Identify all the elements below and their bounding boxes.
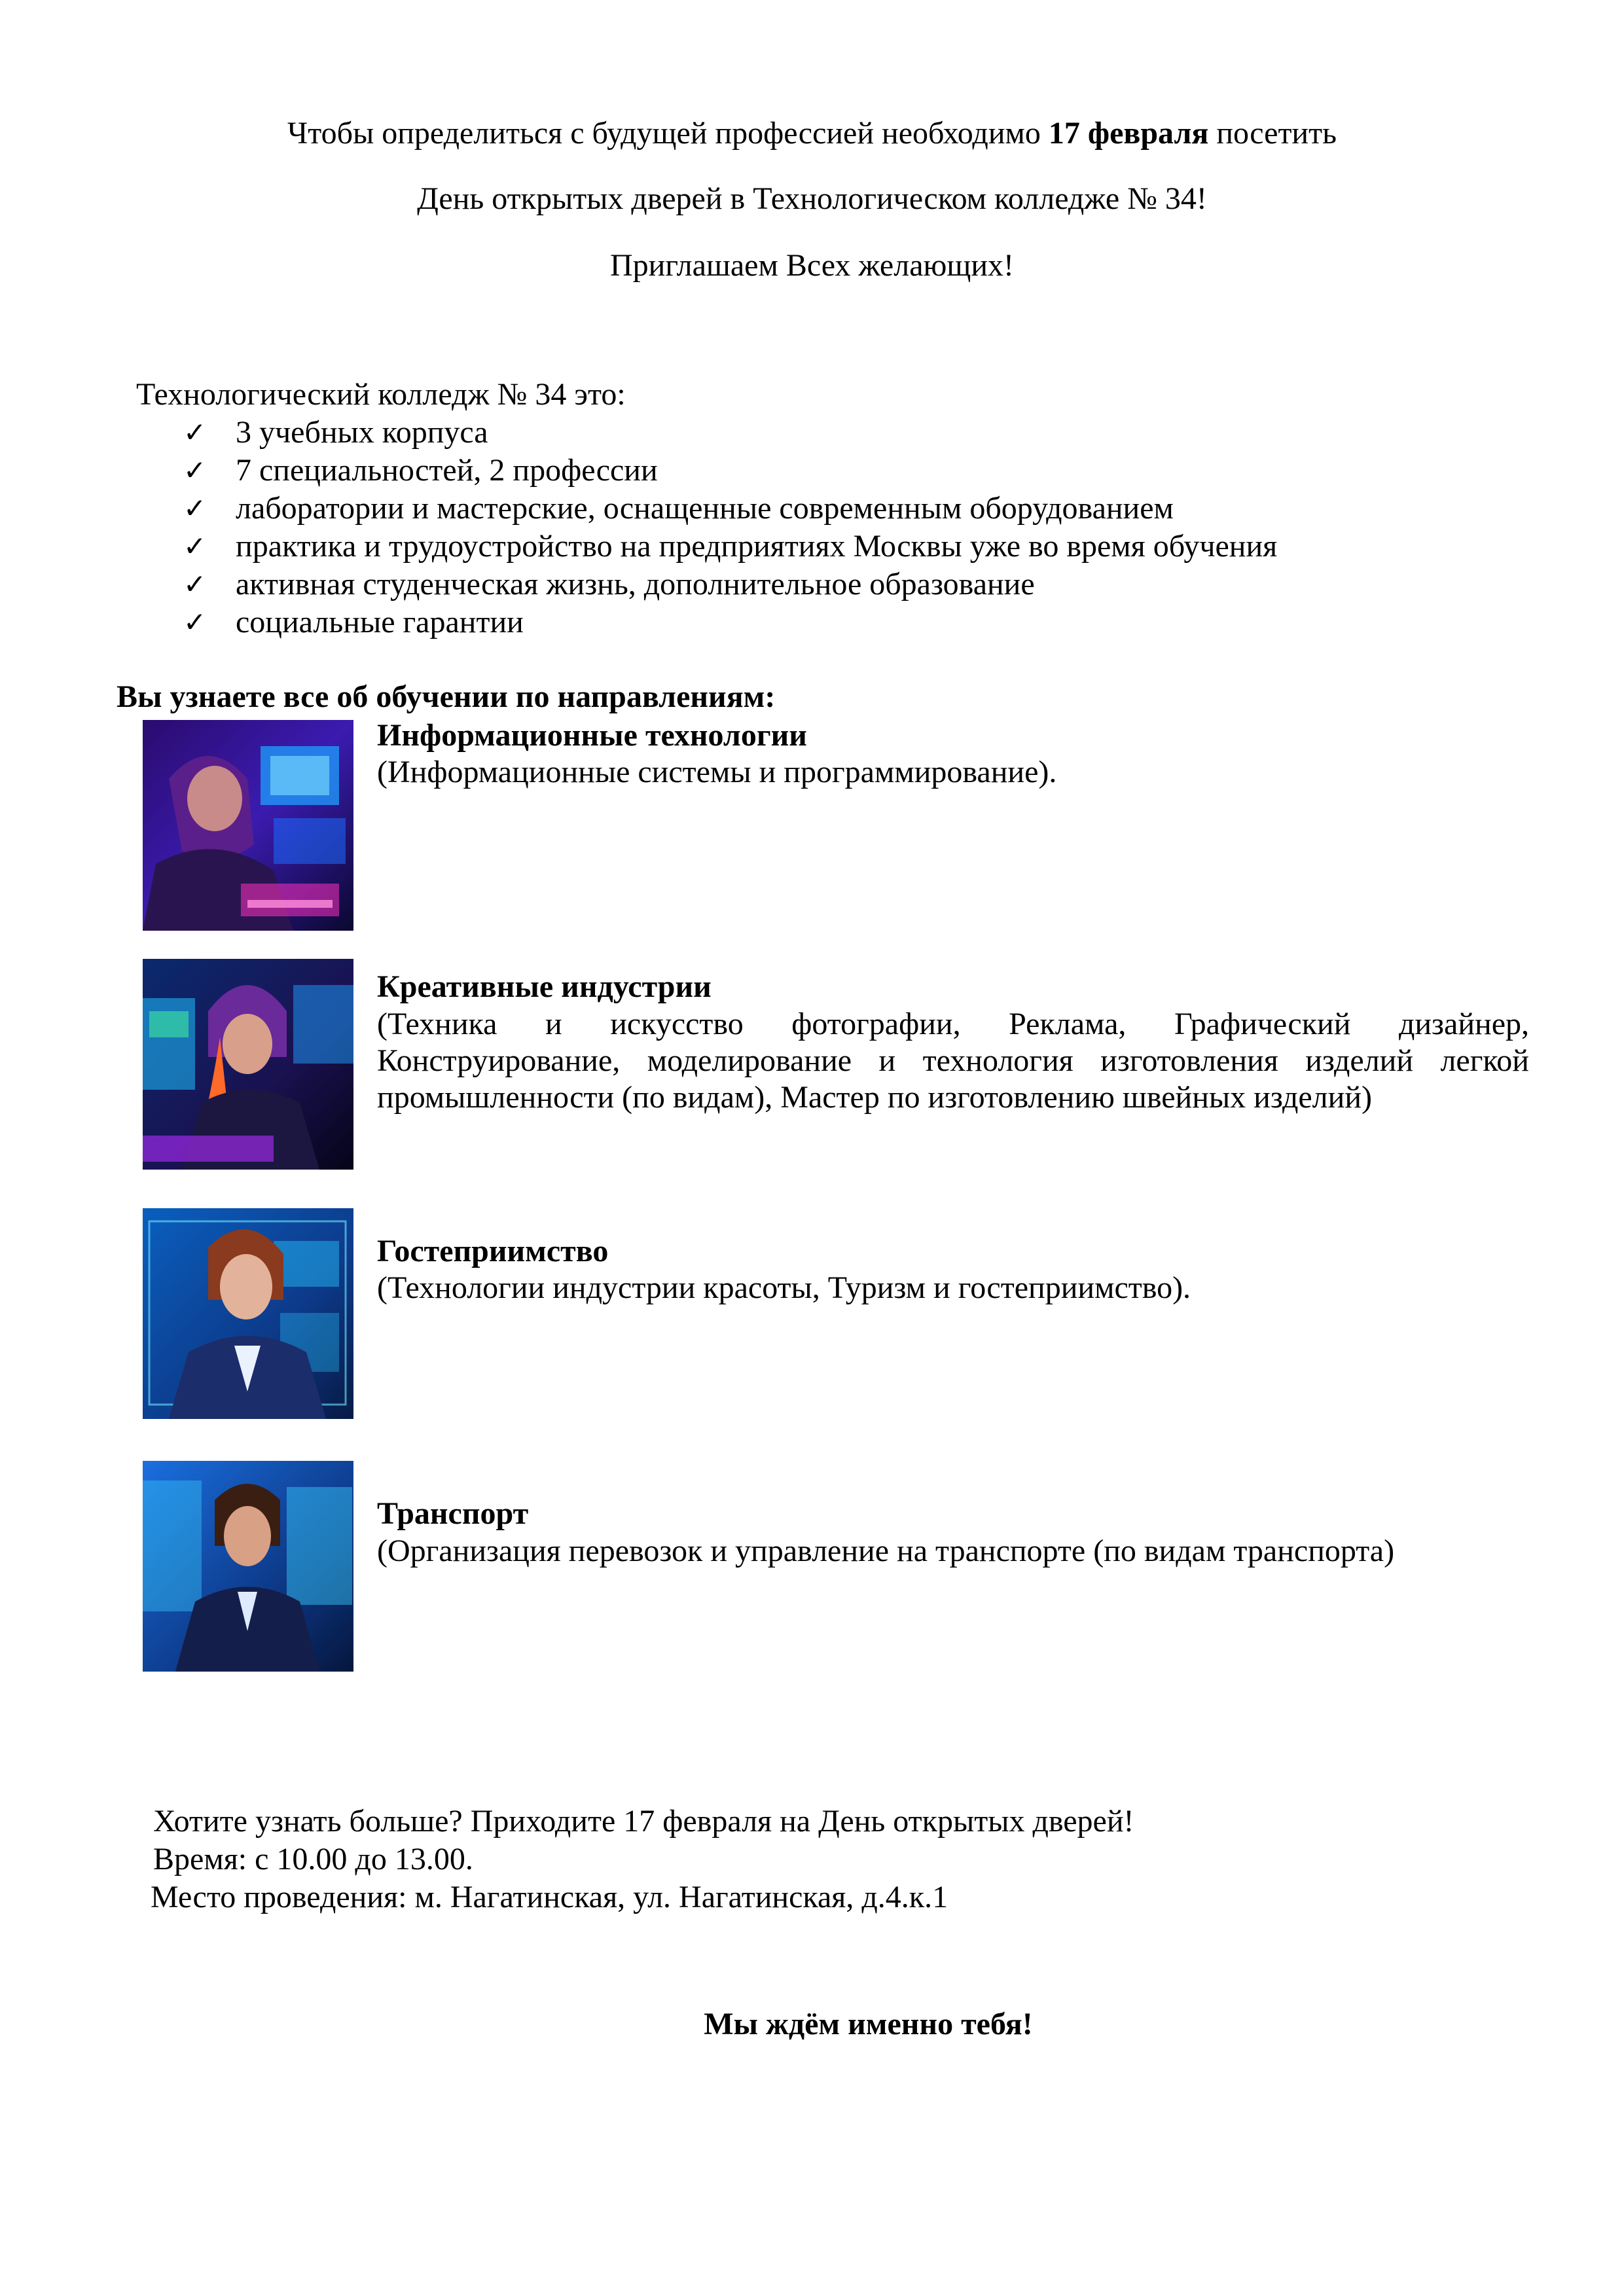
- direction-title-transport: Транспорт: [377, 1496, 529, 1531]
- direction-title-it: Информационные технологии: [377, 718, 807, 753]
- list-item: ✓ социальные гарантии: [183, 603, 1277, 641]
- list-item: ✓ практика и трудоустройство на предприятиях Москвы уже во время обучения: [183, 528, 1277, 565]
- direction-desc-it: (Информационные системы и программирование).: [377, 755, 1057, 789]
- direction-desc-creative: (Техника и искусство фотографии, Реклама, Графический дизайнер, Конструирование, моделирование и технология изготовления изделий легкой промышленности (по видам), Мастер по изготовлению швейных изделий): [377, 1007, 1529, 1115]
- check-icon: ✓: [183, 606, 207, 638]
- transport-student-image: [143, 1461, 353, 1672]
- list-item: ✓ 7 специальностей, 2 профессии: [183, 452, 1277, 490]
- list-item: ✓ лаборатории и мастерские, оснащенные современным оборудованием: [183, 490, 1277, 528]
- list-item: ✓ активная студенческая жизнь, дополнительное образование: [183, 565, 1277, 603]
- direction-title-hospitality: Гостеприимство: [377, 1234, 609, 1268]
- closing-slogan: Мы ждём именно тебя!: [704, 2007, 1033, 2041]
- it-student-image: [143, 720, 353, 931]
- check-icon: ✓: [183, 530, 207, 562]
- direction-desc-hospitality: (Технологии индустрии красоты, Туризм и гостеприимство).: [377, 1270, 1191, 1305]
- directions-heading: Вы узнаете все об обучении по направлениям:: [117, 679, 776, 714]
- about-heading: Технологический колледж № 34 это:: [136, 377, 626, 412]
- creative-student-image: [143, 959, 353, 1170]
- intro-line-2: День открытых дверей в Технологическом колледже № 34!: [417, 181, 1207, 216]
- intro-line-1: [0, 115, 1624, 152]
- check-icon: ✓: [183, 568, 207, 600]
- info-time: Время: с 10.00 до 13.00.: [153, 1842, 473, 1876]
- event-date: 17 февраля: [1048, 116, 1209, 151]
- about-list: [183, 414, 1277, 641]
- direction-desc-transport: (Организация перевозок и управление на транспорте (по видам транспорта): [377, 1534, 1395, 1568]
- check-icon: ✓: [183, 492, 207, 524]
- intro-line-1-end: посетить: [1208, 116, 1337, 151]
- list-item: ✓ 3 учебных корпуса: [183, 414, 1277, 452]
- check-icon: ✓: [183, 454, 207, 486]
- info-location: Место проведения: м. Нагатинская, ул. Нагатинская, д.4.к.1: [151, 1880, 948, 1914]
- intro-line-3: Приглашаем Всех желающих!: [610, 248, 1014, 283]
- info-question: Хотите узнать больше? Приходите 17 февраля на День открытых дверей!: [153, 1804, 1134, 1839]
- direction-title-creative: Креативные индустрии: [377, 969, 712, 1004]
- check-icon: ✓: [183, 416, 207, 448]
- intro-line-1-text: Чтобы определиться с будущей профессией необходимо: [287, 116, 1049, 151]
- hospitality-student-image: [143, 1208, 353, 1419]
